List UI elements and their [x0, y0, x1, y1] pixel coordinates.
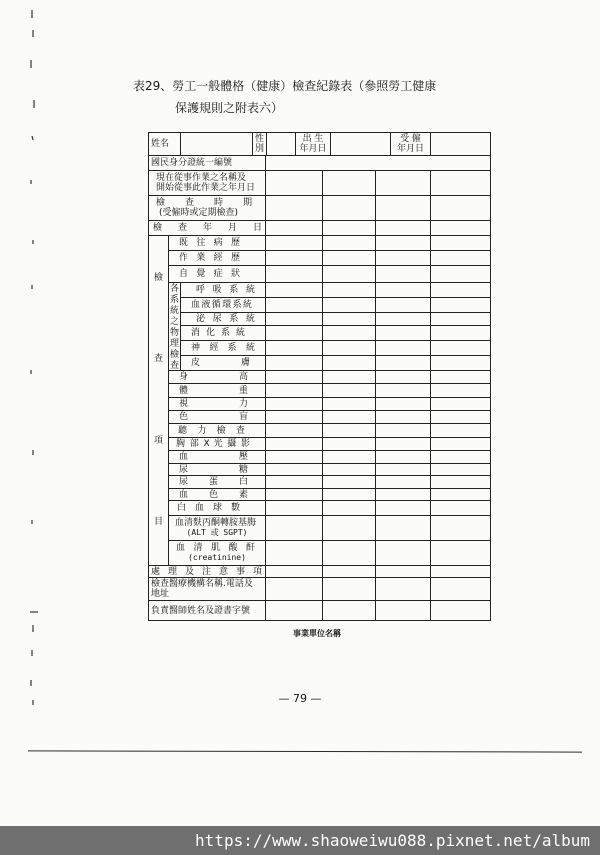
data-cell [376, 356, 431, 371]
data-cell [431, 313, 491, 326]
data-cell [323, 171, 376, 196]
data-cell [376, 266, 431, 283]
data-cell [376, 464, 431, 476]
row-circulatory [149, 298, 491, 313]
data-cell [323, 221, 376, 236]
institution-label [149, 578, 266, 601]
data-cell [376, 341, 431, 356]
hemoglobin-label: 血 色 素 [169, 489, 266, 501]
sex-label [253, 133, 267, 156]
row-urine-sugar [149, 464, 491, 476]
alt-label-line-2: (ALT 或 SGPT) [186, 528, 248, 537]
sex-label-line-2: 別 [254, 144, 264, 154]
data-cell [266, 451, 323, 464]
row-alt [149, 516, 491, 541]
id-number-field [266, 156, 491, 171]
data-cell [376, 451, 431, 464]
data-cell [431, 384, 491, 398]
row-current-work [149, 171, 491, 196]
data-cell [431, 516, 491, 541]
employer-name-label: 事業單位名稱 [293, 629, 341, 638]
data-cell [266, 171, 323, 196]
data-cell [376, 384, 431, 398]
data-cell [266, 501, 323, 516]
skin-label: 皮 膚 [181, 356, 266, 371]
birth-date-label [296, 133, 331, 156]
data-cell [376, 398, 431, 411]
exam-date-label: 檢 查 年 月 日 [149, 221, 266, 236]
creatinine-label-line-2: (creatinine) [188, 553, 246, 562]
exam-items-char: 查 [153, 354, 163, 365]
health-exam-record-form [148, 132, 490, 621]
work-history-label: 作 業 經 歷 [169, 251, 266, 266]
data-cell [431, 451, 491, 464]
physical-exam-char: 系 [169, 294, 179, 305]
data-cell [323, 541, 376, 566]
data-cell [376, 438, 431, 451]
row-respiratory [149, 283, 491, 298]
physical-exam-char: 理 [169, 338, 179, 349]
row-handling-notes [149, 566, 491, 578]
vision-label: 視 力 [169, 398, 266, 411]
data-cell [376, 489, 431, 501]
data-cell [323, 476, 376, 489]
circulatory-label: 血液循環系統 [181, 298, 266, 313]
current-work-label-line-1: 現在從事作業之名稱及 [156, 173, 247, 183]
data-cell [431, 424, 491, 438]
hire-date-field [431, 133, 491, 156]
document-title [133, 75, 436, 119]
data-cell [431, 298, 491, 313]
birth-date-label-line-2: 年月日 [299, 144, 327, 154]
data-cell [323, 489, 376, 501]
data-cell [266, 566, 323, 578]
white-blood-cells-label: 白 血 球 數 [169, 501, 266, 516]
data-cell [323, 326, 376, 341]
urine-sugar-label: 尿 糖 [169, 464, 266, 476]
data-cell [431, 251, 491, 266]
alt-label-line-1: 血清麩丙酮轉胺基脢 [175, 518, 257, 528]
creatinine-label [169, 541, 266, 566]
urinary-label: 泌 尿 系 統 [181, 313, 266, 326]
data-cell [323, 398, 376, 411]
data-cell [323, 464, 376, 476]
data-cell [266, 221, 323, 236]
exam-items-label [149, 236, 169, 566]
sex-label-line-1: 性 [254, 134, 264, 144]
data-cell [376, 411, 431, 424]
exam-period-label-line-2: (受僱時或定期檢查) [159, 208, 239, 218]
physical-exam-char: 物 [169, 327, 179, 338]
name-field [181, 133, 253, 156]
data-cell [431, 501, 491, 516]
data-cell [376, 251, 431, 266]
current-work-label [149, 171, 266, 196]
data-cell [376, 196, 431, 221]
data-cell [431, 578, 491, 601]
hire-date-label [391, 133, 431, 156]
physical-exam-char: 檢 [169, 349, 179, 360]
data-cell [431, 566, 491, 578]
data-cell [323, 371, 376, 384]
data-cell [376, 236, 431, 251]
data-cell [431, 464, 491, 476]
exam-items-char: 目 [153, 517, 163, 528]
data-cell [266, 236, 323, 251]
alt-label [169, 516, 266, 541]
row-physician [149, 601, 491, 621]
data-cell [376, 476, 431, 489]
form-header-table [148, 132, 491, 156]
row-vision [149, 398, 491, 411]
data-cell [431, 398, 491, 411]
data-cell [323, 516, 376, 541]
page-number: — 79 — [278, 692, 322, 705]
data-cell [376, 371, 431, 384]
data-cell [376, 516, 431, 541]
exam-items-char: 檢 [153, 272, 163, 283]
physician-label: 負責醫師姓名及證書字號 [149, 601, 266, 621]
scan-artifacts [0, 0, 60, 720]
data-cell [266, 341, 323, 356]
data-cell [431, 438, 491, 451]
data-cell [266, 326, 323, 341]
data-cell [431, 326, 491, 341]
row-blood-pressure [149, 451, 491, 464]
physical-exam-char: 之 [169, 316, 179, 327]
data-cell [266, 489, 323, 501]
data-cell [431, 371, 491, 384]
data-cell [323, 298, 376, 313]
data-cell [323, 251, 376, 266]
row-urine-protein [149, 476, 491, 489]
blood-pressure-label: 血 壓 [169, 451, 266, 464]
chest-xray-label: 胸 部 X 光 攝 影 [169, 438, 266, 451]
birth-date-label-line-1: 出 生 [302, 134, 324, 144]
row-id-number [149, 156, 491, 171]
data-cell [431, 171, 491, 196]
current-work-label-line-2: 開始從事此作業之年月日 [156, 183, 256, 193]
creatinine-label-line-1: 血 清 肌 酸 酐 [176, 543, 256, 553]
row-weight [149, 384, 491, 398]
data-cell [266, 266, 323, 283]
data-cell [323, 283, 376, 298]
symptoms-label: 自 覺 症 狀 [169, 266, 266, 283]
data-cell [323, 451, 376, 464]
data-cell [431, 283, 491, 298]
data-cell [376, 298, 431, 313]
data-cell [376, 424, 431, 438]
hire-date-label-line-1: 受 僱 [400, 134, 421, 144]
data-cell [266, 356, 323, 371]
data-cell [323, 341, 376, 356]
row-past-history [149, 236, 491, 251]
row-digestive [149, 326, 491, 341]
weight-label: 體 重 [169, 384, 266, 398]
name-label: 姓名 [149, 133, 181, 156]
data-cell [323, 501, 376, 516]
color-blindness-label: 色 盲 [169, 411, 266, 424]
data-cell [431, 411, 491, 424]
row-chest-xray [149, 438, 491, 451]
title-line-1: 表29、勞工一般體格（健康）檢查紀錄表（參照勞工健康 [133, 79, 437, 93]
data-cell [431, 601, 491, 621]
digestive-label: 消 化 系 統 [181, 326, 266, 341]
data-cell [376, 221, 431, 236]
data-cell [266, 283, 323, 298]
birth-date-field [331, 133, 391, 156]
respiratory-label: 呼 吸 系 統 [181, 283, 266, 298]
row-color-blindness [149, 411, 491, 424]
id-number-label: 國民身分證統一編號 [149, 156, 266, 171]
watermark-url: https://www.shaoweiwu088.pixnet.net/album [0, 826, 600, 855]
row-work-history [149, 251, 491, 266]
data-cell [376, 541, 431, 566]
page-bottom-rule [28, 750, 582, 752]
data-cell [323, 196, 376, 221]
data-cell [376, 313, 431, 326]
exam-items-char: 項 [153, 435, 163, 446]
data-cell [266, 601, 323, 621]
physical-exam-char: 統 [169, 305, 179, 316]
data-cell [431, 341, 491, 356]
row-nervous [149, 341, 491, 356]
data-cell [376, 171, 431, 196]
physical-exam-char: 各 [169, 283, 179, 294]
data-cell [376, 578, 431, 601]
data-cell [266, 516, 323, 541]
data-cell [266, 424, 323, 438]
data-cell [376, 566, 431, 578]
hearing-label: 聽 力 檢 查 [169, 424, 266, 438]
data-cell [431, 196, 491, 221]
data-cell [323, 384, 376, 398]
past-history-label: 既 往 病 歷 [169, 236, 266, 251]
exam-period-label-line-1: 檢 查 時 期 [156, 198, 253, 208]
data-cell [323, 266, 376, 283]
data-cell [431, 266, 491, 283]
data-cell [266, 411, 323, 424]
data-cell [266, 298, 323, 313]
data-cell [323, 356, 376, 371]
row-creatinine [149, 541, 491, 566]
data-cell [266, 541, 323, 566]
data-cell [266, 578, 323, 601]
data-cell [431, 221, 491, 236]
data-cell [323, 411, 376, 424]
data-cell [323, 313, 376, 326]
hire-date-label-line-2: 年月日 [396, 144, 424, 154]
physical-exam-label [169, 283, 181, 371]
data-cell [431, 541, 491, 566]
data-cell [376, 326, 431, 341]
row-institution [149, 578, 491, 601]
data-cell [376, 501, 431, 516]
title-line-2: 保護規則之附表六） [175, 101, 284, 115]
row-skin [149, 356, 491, 371]
data-cell [266, 476, 323, 489]
institution-label-line-2: 地址 [151, 589, 170, 599]
data-cell [266, 398, 323, 411]
data-cell [376, 283, 431, 298]
data-cell [266, 384, 323, 398]
data-cell [266, 313, 323, 326]
data-cell [323, 578, 376, 601]
nervous-label: 神 經 系 統 [181, 341, 266, 356]
data-cell [376, 601, 431, 621]
data-cell [323, 601, 376, 621]
row-exam-period [149, 196, 491, 221]
row-hearing [149, 424, 491, 438]
data-cell [323, 566, 376, 578]
height-label: 身 高 [169, 371, 266, 384]
data-cell [431, 489, 491, 501]
institution-label-line-1: 檢查醫療機構名稱.電話及 [151, 579, 253, 589]
data-cell [266, 196, 323, 221]
handling-notes-label: 處 理 及 注 意 事 項 [149, 566, 266, 578]
data-cell [323, 438, 376, 451]
data-cell [323, 424, 376, 438]
data-cell [266, 371, 323, 384]
data-cell [266, 464, 323, 476]
data-cell [431, 356, 491, 371]
data-cell [431, 476, 491, 489]
data-cell [431, 236, 491, 251]
urine-protein-label: 尿 蛋 白 [169, 476, 266, 489]
row-personal-info [149, 133, 491, 156]
row-hemoglobin [149, 489, 491, 501]
data-cell [266, 438, 323, 451]
row-height [149, 371, 491, 384]
exam-period-label [149, 196, 266, 221]
physical-exam-char: 查 [169, 360, 179, 371]
data-cell [323, 236, 376, 251]
row-symptoms [149, 266, 491, 283]
sex-field [267, 133, 296, 156]
row-urinary [149, 313, 491, 326]
data-cell [266, 251, 323, 266]
row-white-blood-cells [149, 501, 491, 516]
row-exam-date [149, 221, 491, 236]
exam-record-table [148, 155, 491, 621]
